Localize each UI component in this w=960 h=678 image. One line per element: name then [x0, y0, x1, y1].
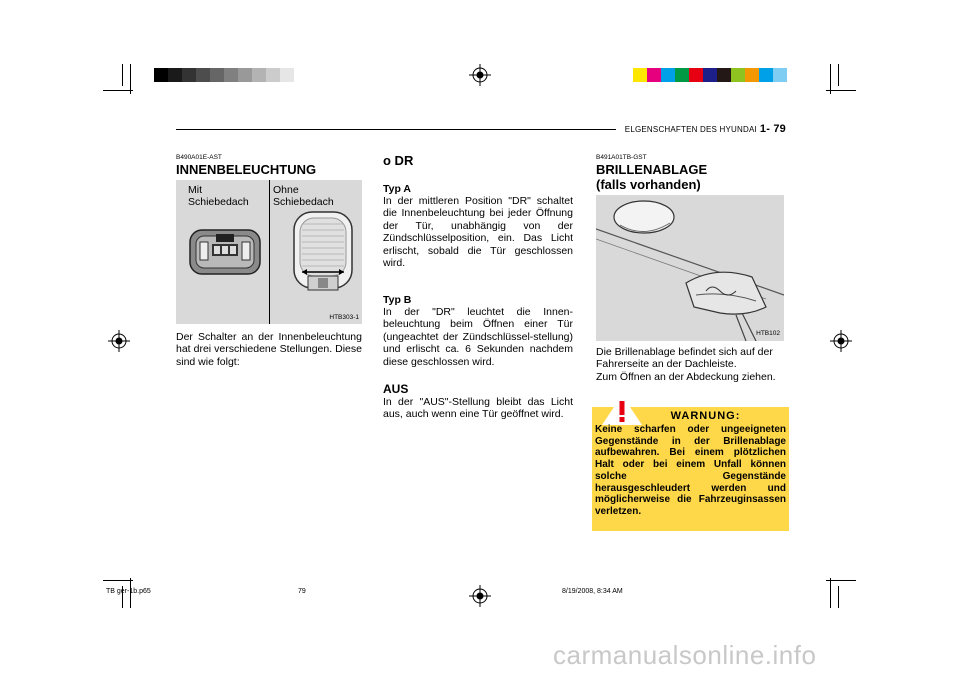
calibration-swatch — [745, 68, 759, 82]
calibration-swatch — [154, 68, 168, 82]
interior-light-figure — [176, 180, 362, 324]
section-code: B491A01TB-GST — [596, 154, 647, 161]
sunglass-holder-icon — [596, 195, 784, 341]
figure-code: HTB303-1 — [329, 314, 359, 321]
section-title: ELGENSCHAFTEN DES HYUNDAI — [624, 125, 757, 134]
typ-b-body: In der "DR" leuchtet die Innen-beleuchtung beim Öffnen einer Tür (ungeachtet der Zündschlüssel-stellung) und erlischt ca. 6 Sekunden nachdem diese geschlossen wird. — [383, 306, 573, 368]
label-without-sunroof: Ohne Schiebedach — [273, 184, 334, 208]
footer-datetime: 8/19/2008, 8:34 AM — [562, 588, 623, 595]
calibration-swatch — [717, 68, 731, 82]
header-rule — [176, 129, 616, 130]
sunglass-holder-figure — [596, 195, 784, 341]
warning-title: WARNUNG: — [670, 410, 741, 422]
calibration-swatch — [252, 68, 266, 82]
registration-mark-icon — [469, 64, 491, 86]
calibration-swatch — [759, 68, 773, 82]
calibration-swatch — [633, 68, 647, 82]
calibration-swatch — [647, 68, 661, 82]
typ-a-body: In der mittleren Position "DR" schaltet die Innenbeleuchtung bei jeder Öffnung der Tür, unabhängig von der Zündschlüsselposition, ein. Das Licht erlischt, sobald die Tür geschlossen wird. — [383, 195, 573, 270]
calibration-swatch — [266, 68, 280, 82]
figure-code: HTB102 — [756, 330, 780, 337]
calibration-swatch — [731, 68, 745, 82]
section-title-brillenablage: BRILLENABLAGE — [596, 162, 708, 177]
warning-text: Keine scharfen oder ungeeigneten Gegenstände in der Brillenablage aufbewahren. Bei einem plötzlichen Halt oder bei einem Unfall können solche Gegenstände herausgeschleudert werden und möglicherweise die Fahrzeuginsassen verletzen. — [595, 424, 786, 517]
calibration-swatch — [238, 68, 252, 82]
warning-box — [592, 407, 789, 531]
section-subtitle: (falls vorhanden) — [596, 177, 701, 192]
calibration-swatch — [689, 68, 703, 82]
label-with-sunroof: Mit Schiebedach — [188, 184, 249, 208]
switch-description: Der Schalter an der Innenbeleuchtung hat drei verschiedene Stellungen. Diese sind wie folgt: — [176, 331, 362, 368]
typ-b-title: Typ B — [383, 294, 412, 306]
registration-mark-icon — [469, 585, 491, 607]
registration-mark-icon — [830, 330, 852, 352]
aus-body: In der "AUS"-Stellung bleibt das Licht aus, auch wenn eine Tür geöffnet wird. — [383, 396, 573, 421]
sunroof-light-console-icon — [188, 224, 262, 278]
grayscale-calibration-bar — [154, 68, 294, 82]
registration-mark-icon — [108, 330, 130, 352]
page-header — [625, 123, 786, 135]
aus-title: AUS — [383, 382, 409, 396]
calibration-swatch — [661, 68, 675, 82]
footer-file: TB ger-1b.p65 — [106, 588, 151, 595]
typ-a-title: Typ A — [383, 183, 411, 195]
dome-light-icon — [288, 210, 358, 298]
watermark: carmanualsonline.info — [553, 640, 817, 670]
calibration-swatch — [182, 68, 196, 82]
calibration-swatch — [703, 68, 717, 82]
calibration-swatch — [675, 68, 689, 82]
color-calibration-bar — [633, 68, 787, 82]
footer-page-number: 79 — [298, 588, 306, 595]
calibration-swatch — [773, 68, 787, 82]
calibration-swatch — [280, 68, 294, 82]
dr-heading: o DR — [383, 153, 414, 168]
section-code: B490A01E-AST — [176, 154, 222, 161]
calibration-swatch — [196, 68, 210, 82]
calibration-swatch — [224, 68, 238, 82]
calibration-swatch — [210, 68, 224, 82]
sunglass-holder-description: Die Brillenablage befindet sich auf der Fahrerseite an der Dachleiste. Zum Öffnen an der Abdeckung ziehen. — [596, 346, 776, 383]
page-number: 1- 79 — [759, 123, 786, 135]
section-title-innenbeleuchtung: INNENBELEUCHTUNG — [176, 162, 317, 177]
calibration-swatch — [168, 68, 182, 82]
